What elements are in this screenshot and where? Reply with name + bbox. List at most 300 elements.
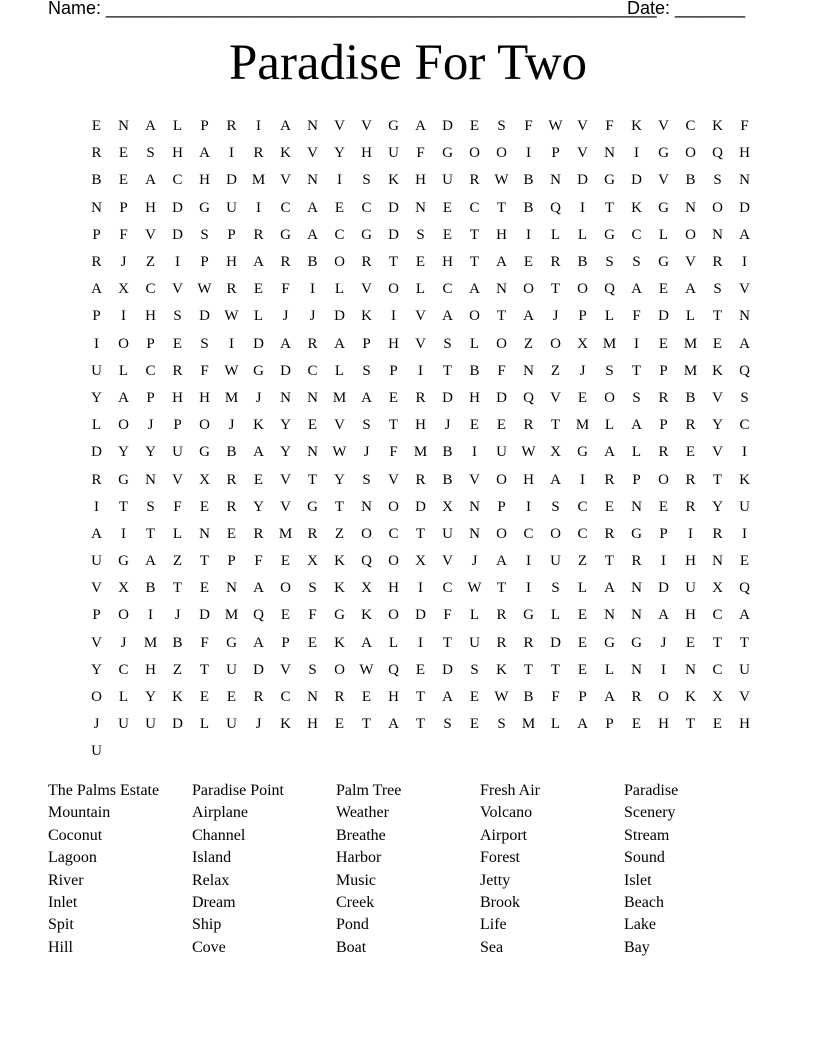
grid-letter: B (685, 389, 696, 406)
grid-letter: T (469, 254, 480, 271)
grid-letter: F (524, 118, 533, 135)
grid-letter: R (280, 254, 291, 271)
grid-letter: O (523, 281, 534, 298)
grid-letter: Y (253, 498, 264, 515)
grid-letter: D (253, 335, 264, 352)
grid-letter: R (712, 254, 723, 271)
grid-letter: O (658, 689, 669, 706)
grid-letter: L (172, 118, 183, 135)
grid-letter: N (712, 553, 723, 570)
grid-letter: S (443, 335, 452, 352)
grid-letter: A (550, 471, 561, 488)
grid-letter: D (550, 634, 561, 651)
word-bank-item: Brook (480, 893, 520, 911)
grid-letter: S (497, 118, 506, 135)
grid-letter: A (631, 417, 642, 434)
grid-letter: H (739, 716, 750, 733)
grid-letter: L (550, 607, 561, 624)
grid-letter: A (739, 226, 750, 243)
word-bank-item: Bay (624, 938, 650, 956)
grid-letter: Q (253, 607, 264, 624)
word-bank-item: Relax (192, 871, 230, 889)
grid-letter: Y (91, 661, 102, 678)
grid-letter: O (685, 145, 696, 162)
grid-letter: I (337, 172, 342, 189)
grid-letter: P (551, 145, 560, 162)
grid-letter: F (200, 362, 209, 379)
grid-letter: Y (145, 689, 156, 706)
grid-letter: O (118, 607, 129, 624)
grid-letter: I (526, 553, 531, 570)
grid-letter: G (523, 607, 534, 624)
grid-letter: C (442, 580, 453, 597)
grid-letter: L (658, 226, 669, 243)
grid-letter: V (91, 580, 102, 597)
grid-letter: N (631, 607, 642, 624)
grid-letter: A (91, 525, 102, 542)
grid-letter: C (442, 281, 453, 298)
grid-letter: R (334, 689, 345, 706)
grid-letter: O (496, 525, 507, 542)
grid-letter: T (199, 553, 210, 570)
grid-letter: G (658, 199, 669, 216)
word-bank-item: Volcano (480, 804, 533, 822)
grid-letter: K (334, 553, 345, 570)
word-bank-column (192, 780, 336, 959)
grid-letter: D (658, 308, 669, 325)
grid-letter: K (334, 580, 345, 597)
grid-letter: O (388, 498, 399, 515)
word-bank-item: Beach (624, 893, 664, 911)
grid-letter: P (659, 525, 668, 542)
grid-letter: N (145, 471, 156, 488)
grid-letter: J (309, 308, 316, 325)
grid-letter: P (578, 689, 587, 706)
word-bank-item: Palm Tree (336, 782, 402, 799)
grid-letter: F (443, 607, 452, 624)
grid-letter: A (739, 335, 750, 352)
grid-letter: N (307, 172, 318, 189)
grid-letter: N (739, 172, 750, 189)
grid-letter: H (442, 254, 453, 271)
grid-letter: T (685, 716, 696, 733)
grid-letter: A (361, 634, 372, 651)
grid-letter: L (253, 308, 264, 325)
grid-letter: P (281, 634, 290, 651)
grid-letter: K (631, 199, 642, 216)
grid-letter: I (229, 335, 234, 352)
grid-letter: A (685, 281, 696, 298)
grid-letter: F (551, 689, 560, 706)
grid-letter: D (172, 226, 183, 243)
grid-letter: A (361, 389, 372, 406)
grid-letter: B (523, 172, 534, 189)
grid-letter: W (494, 172, 509, 189)
grid-letter: U (91, 743, 102, 760)
grid-letter: X (712, 689, 723, 706)
word-bank-item: Lake (624, 916, 656, 934)
grid-letter: H (145, 661, 156, 678)
grid-letter: F (389, 444, 398, 461)
grid-letter: N (739, 308, 750, 325)
grid-letter: K (280, 145, 291, 162)
grid-letter: Z (172, 661, 183, 678)
grid-letter: I (175, 254, 180, 271)
grid-letter: H (145, 199, 156, 216)
grid-letter: H (685, 553, 696, 570)
grid-letter: C (307, 362, 318, 379)
word-bank-item: Sound (624, 849, 665, 867)
grid-letter: P (389, 362, 398, 379)
grid-letter: S (362, 362, 371, 379)
grid-letter: B (145, 580, 156, 597)
grid-letter: D (388, 226, 399, 243)
grid-letter: E (388, 389, 399, 406)
grid-letter: L (577, 580, 588, 597)
grid-letter: Y (712, 498, 723, 515)
grid-letter: R (253, 525, 264, 542)
grid-letter: A (631, 281, 642, 298)
grid-letter: E (469, 417, 480, 434)
grid-letter: O (550, 525, 561, 542)
grid-letter: A (145, 172, 156, 189)
grid-letter: V (361, 118, 372, 135)
grid-letter: E (523, 254, 534, 271)
grid-letter: P (92, 607, 101, 624)
grid-letter: J (363, 444, 370, 461)
grid-letter: L (631, 444, 642, 461)
grid-letter: L (334, 281, 345, 298)
grid-letter: I (148, 607, 153, 624)
word-bank-item: Scenery (624, 804, 676, 822)
grid-letter: T (307, 471, 318, 488)
grid-letter: E (577, 661, 588, 678)
grid-letter: C (388, 525, 399, 542)
grid-letter: A (253, 444, 264, 461)
grid-letter: I (526, 498, 531, 515)
grid-letter: B (172, 634, 183, 651)
grid-letter: G (658, 145, 669, 162)
grid-letter: H (388, 580, 399, 597)
grid-letter: Q (739, 362, 750, 379)
grid-letter: K (712, 118, 723, 135)
grid-letter: A (604, 444, 615, 461)
word-bank-item: Life (480, 916, 507, 934)
grid-letter: B (307, 254, 318, 271)
grid-letter: H (739, 145, 750, 162)
grid-letter: E (658, 281, 669, 298)
grid-letter: R (253, 226, 264, 243)
word-bank-item: Paradise (624, 782, 679, 799)
grid-letter: A (739, 607, 750, 624)
grid-letter: W (332, 444, 347, 461)
grid-letter: E (469, 716, 480, 733)
grid-letter: V (739, 689, 750, 706)
grid-letter: T (415, 716, 426, 733)
grid-letter: E (253, 471, 264, 488)
grid-letter: R (685, 471, 696, 488)
grid-letter: F (119, 226, 128, 243)
grid-letter: Y (145, 444, 156, 461)
grid-letter: V (91, 634, 102, 651)
word-bank-item: Hill (48, 938, 73, 956)
grid-letter: G (577, 444, 588, 461)
grid-letter: B (577, 254, 588, 271)
grid-letter: C (577, 498, 588, 515)
grid-letter: E (712, 716, 723, 733)
grid-letter: V (280, 172, 291, 189)
word-bank-item: Weather (336, 804, 389, 822)
grid-letter: E (118, 145, 129, 162)
grid-letter: I (661, 553, 666, 570)
grid-letter: Y (91, 389, 102, 406)
grid-letter: Z (145, 254, 156, 271)
word-bank-item: Coconut (48, 826, 103, 844)
grid-letter: N (523, 362, 534, 379)
word-bank-item: Cove (192, 938, 226, 956)
grid-letter: E (280, 553, 291, 570)
grid-letter: J (174, 607, 181, 624)
grid-letter: F (254, 553, 263, 570)
grid-letter: A (307, 199, 318, 216)
grid-letter: E (172, 335, 183, 352)
word-bank-item: Sea (480, 938, 504, 956)
grid-letter: A (280, 335, 291, 352)
grid-letter: H (469, 389, 480, 406)
grid-letter: C (577, 525, 588, 542)
grid-letter: A (523, 308, 534, 325)
grid-letter: N (604, 145, 615, 162)
grid-letter: X (361, 580, 372, 597)
grid-letter: Q (739, 580, 750, 597)
grid-letter: P (146, 389, 155, 406)
grid-letter: U (226, 661, 237, 678)
grid-letter: B (523, 199, 534, 216)
grid-letter: U (442, 525, 453, 542)
grid-letter: K (631, 118, 642, 135)
grid-letter: G (226, 634, 237, 651)
grid-letter: A (145, 553, 156, 570)
grid-letter: R (91, 254, 102, 271)
grid-letter: R (226, 118, 237, 135)
grid-letter: H (145, 308, 156, 325)
grid-letter: V (280, 661, 291, 678)
grid-letter: C (118, 661, 129, 678)
grid-letter: E (307, 417, 318, 434)
grid-letter: V (415, 308, 426, 325)
grid-letter: H (523, 471, 534, 488)
grid-letter: C (631, 226, 642, 243)
grid-letter: N (307, 389, 318, 406)
grid-letter: E (334, 199, 345, 216)
grid-letter: C (280, 689, 291, 706)
grid-letter: E (415, 254, 426, 271)
grid-letter: D (253, 661, 264, 678)
grid-letter: L (91, 417, 102, 434)
grid-letter: M (521, 716, 536, 733)
grid-letter: O (118, 335, 129, 352)
grid-letter: N (307, 118, 318, 135)
grid-letter: P (632, 471, 641, 488)
grid-letter: C (172, 172, 183, 189)
grid-letter: D (442, 118, 453, 135)
grid-letter: N (631, 661, 642, 678)
grid-letter: G (253, 362, 264, 379)
grid-letter: M (251, 172, 266, 189)
grid-letter: K (172, 689, 183, 706)
grid-letter: D (415, 498, 426, 515)
name-field-label: Name: _______________________________________________________ (48, 0, 657, 18)
grid-letter: O (388, 607, 399, 624)
grid-letter: R (496, 634, 507, 651)
grid-letter: R (685, 417, 696, 434)
grid-letter: M (278, 525, 293, 542)
grid-letter: E (91, 118, 102, 135)
grid-letter: P (92, 308, 101, 325)
grid-letter: G (388, 118, 399, 135)
grid-letter: T (415, 689, 426, 706)
grid-letter: T (496, 308, 507, 325)
grid-letter: N (685, 661, 696, 678)
grid-letter: I (526, 580, 531, 597)
grid-letter: M (143, 634, 158, 651)
grid-letter: C (145, 362, 156, 379)
grid-letter: N (496, 281, 507, 298)
grid-letter: O (91, 689, 102, 706)
grid-letter: S (308, 580, 317, 597)
grid-letter: W (224, 362, 239, 379)
grid-letter: P (92, 226, 101, 243)
grid-letter: V (334, 118, 345, 135)
grid-letter: V (145, 226, 156, 243)
grid-letter: Y (334, 471, 345, 488)
grid-letter: T (550, 417, 561, 434)
grid-letter: S (605, 254, 614, 271)
grid-letter: T (631, 362, 642, 379)
grid-letter: O (469, 308, 480, 325)
grid-letter: K (253, 417, 264, 434)
grid-letter: T (442, 634, 453, 651)
grid-letter: A (442, 689, 453, 706)
grid-letter: V (415, 335, 426, 352)
grid-letter: R (253, 145, 264, 162)
grid-letter: U (739, 661, 750, 678)
grid-letter: O (334, 661, 345, 678)
grid-letter: T (523, 661, 534, 678)
grid-letter: C (145, 281, 156, 298)
word-bank-item: Ship (192, 916, 222, 934)
grid-letter: O (658, 471, 669, 488)
grid-letter: E (469, 118, 480, 135)
grid-letter: O (118, 417, 129, 434)
grid-letter: V (361, 281, 372, 298)
grid-letter: E (199, 498, 210, 515)
grid-letter: M (683, 335, 698, 352)
word-bank-item: Forest (480, 849, 520, 867)
date-field-label: Date: _______ (627, 0, 746, 18)
grid-letter: C (334, 226, 345, 243)
grid-letter: R (685, 498, 696, 515)
grid-letter: L (469, 607, 480, 624)
grid-letter: P (200, 118, 209, 135)
grid-letter: Y (712, 417, 723, 434)
grid-letter: G (658, 254, 669, 271)
grid-letter: R (631, 689, 642, 706)
grid-letter: A (658, 607, 669, 624)
grid-letter: A (442, 308, 453, 325)
word-bank-column (624, 780, 768, 959)
grid-letter: E (199, 580, 210, 597)
grid-letter: D (199, 607, 210, 624)
grid-letter: R (496, 607, 507, 624)
grid-letter: V (712, 444, 723, 461)
grid-letter: W (521, 444, 536, 461)
grid-letter: N (307, 444, 318, 461)
grid-letter: P (362, 335, 371, 352)
word-bank-item: Pond (336, 916, 369, 934)
word-bank-item: Spit (48, 916, 74, 934)
grid-letter: R (550, 254, 561, 271)
grid-letter: D (172, 716, 183, 733)
grid-letter: R (604, 525, 615, 542)
grid-letter: N (604, 607, 615, 624)
word-bank-item: Dream (192, 893, 236, 911)
grid-letter: T (604, 553, 615, 570)
grid-letter: K (685, 689, 696, 706)
word-bank-item: Stream (624, 826, 670, 844)
grid-letter: I (742, 254, 747, 271)
grid-letter: V (577, 145, 588, 162)
grid-letter: Q (523, 389, 534, 406)
grid-letter: S (713, 281, 722, 298)
grid-letter: Z (550, 362, 561, 379)
grid-letter: E (226, 689, 237, 706)
grid-letter: I (94, 335, 99, 352)
word-bank-item: Airport (480, 826, 528, 844)
grid-letter: X (712, 580, 723, 597)
grid-letter: T (388, 417, 399, 434)
grid-letter: H (199, 389, 210, 406)
grid-letter: H (361, 145, 372, 162)
grid-letter: U (685, 580, 696, 597)
grid-letter: I (742, 444, 747, 461)
grid-letter: H (496, 226, 507, 243)
grid-letter: Z (172, 553, 183, 570)
grid-letter: T (469, 226, 480, 243)
grid-letter: R (226, 281, 237, 298)
grid-letter: N (469, 498, 480, 515)
grid-letter: N (685, 199, 696, 216)
grid-letter: E (685, 444, 696, 461)
grid-letter: D (415, 607, 426, 624)
grid-letter: B (442, 471, 453, 488)
grid-letter: W (224, 308, 239, 325)
grid-letter: E (361, 689, 372, 706)
grid-letter: V (172, 281, 183, 298)
grid-letter: F (605, 118, 614, 135)
grid-letter: A (388, 716, 399, 733)
grid-letter: L (172, 525, 183, 542)
grid-letter: T (361, 716, 372, 733)
grid-letter: T (550, 281, 561, 298)
grid-letter: E (334, 716, 345, 733)
grid-letter: O (361, 525, 372, 542)
grid-letter: Q (604, 281, 615, 298)
grid-letter: E (226, 525, 237, 542)
grid-letter: L (604, 308, 615, 325)
grid-letter: K (361, 607, 372, 624)
word-bank-item: Creek (336, 893, 375, 911)
